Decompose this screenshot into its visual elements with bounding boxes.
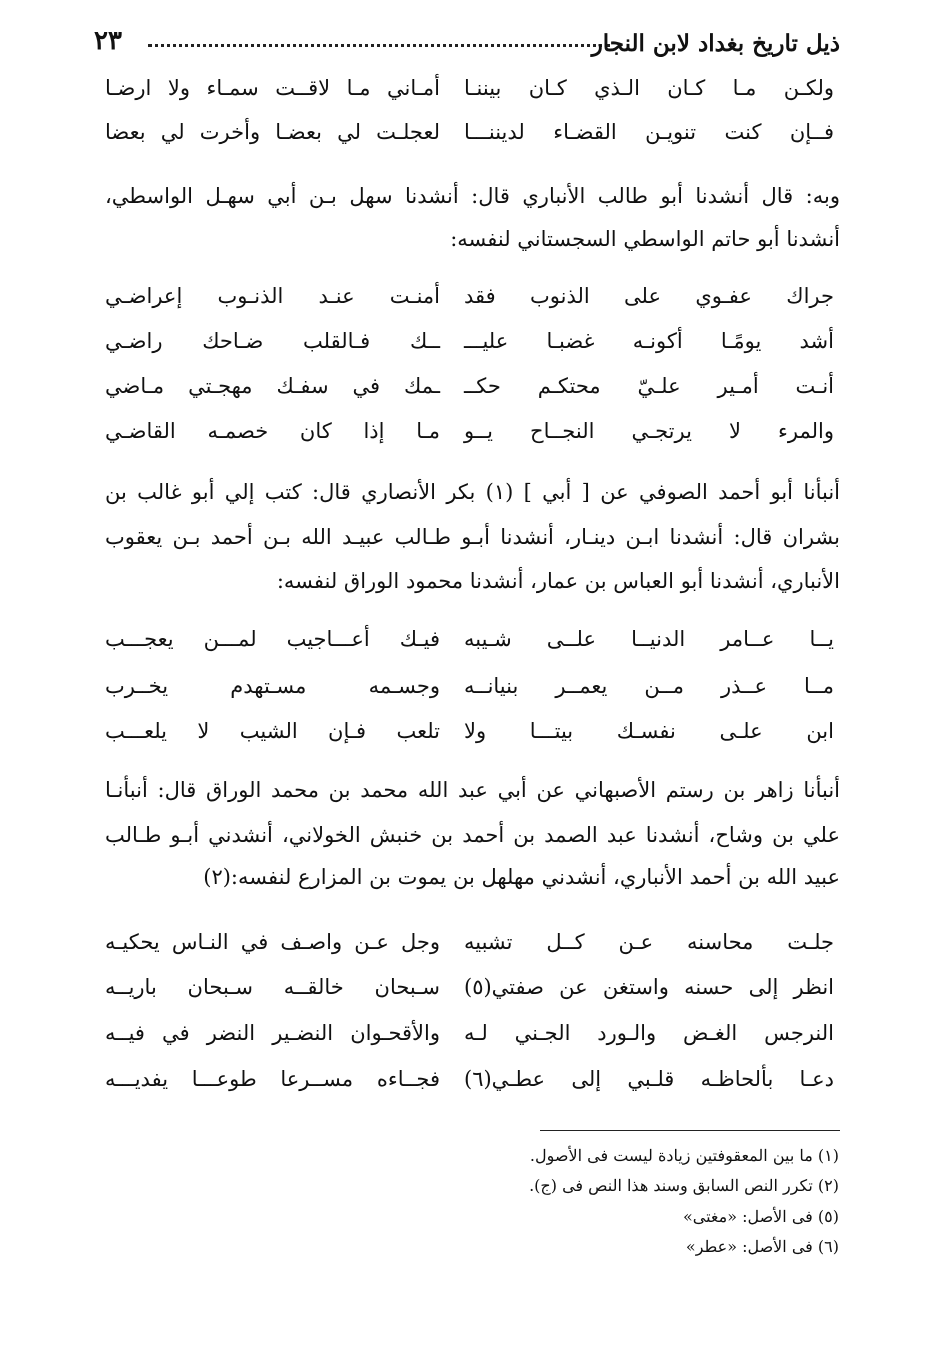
poem1-line1-first-hemistich: ولكـن مـا كـان الـذي كـان بيننـا <box>464 76 834 100</box>
poem2-line1-second-hemistich: أمنـت عنـد الذنـوب إعراضـي <box>105 284 440 308</box>
poem3-line2-first-hemistich: مــا عــذر مــن يعمــر بنيانــه <box>464 674 834 698</box>
poem4-line4-second-hemistich: فجــاءه مســرعا طوعـــا يفديـــه <box>105 1067 440 1091</box>
footnote-2: (٢) تكرر النص السابق وسند هذا النص فى (ج). <box>529 1176 839 1195</box>
poem2-line3-second-hemistich: ـمك في سفـك مهجـتي مـاضي <box>105 374 440 398</box>
poem4-line2-first-hemistich: انظر إلى حسنه واستغن عن صفتي(٥) <box>464 975 834 999</box>
poem3-line1-first-hemistich: يــا عــامر الدنيــا علــى شـيبه <box>464 627 834 651</box>
poem2-line3-first-hemistich: أنـت أمـير علـيّ محتكـم حكــ <box>464 374 834 398</box>
footnote-6: (٦) فى الأصل: «عطر» <box>685 1237 839 1256</box>
poem2-line2-second-hemistich: ــك فـالقلب ضـاحك راضـي <box>105 329 440 353</box>
para2-line3: الأنباري، أنشدنا أبو العباس بن عمار، أنشدنا محمود الوراق لنفسه: <box>276 569 840 593</box>
running-title: ذيل تاريخ بغداد لابن النجار <box>591 30 840 57</box>
para3-line1: أنبأنا زاهر بن رستم الأصبهاني عن أبي عبد الله محمد بن محمد الوراق قال: أنبأنـا <box>105 778 840 802</box>
running-header <box>88 26 840 70</box>
poem3-line3-second-hemistich: تلعب فـإن الشيب لا يلعـــب <box>105 719 440 743</box>
poem4-line1-first-hemistich: جلـت محاسنه عـن كــل تشبيه <box>464 930 834 954</box>
para3-line3: عبيد الله بن أحمد الأنباري، أنشدني مهلهل بن يموت بن المزارع لنفسه:(٢) <box>203 865 840 889</box>
poem2-line1-first-hemistich: جراك عفـوي على الذنوب فقد <box>464 284 834 308</box>
header-dot-leader <box>148 44 610 47</box>
poem3-line1-second-hemistich: فيـك أعـــاجيب لمـــن يعجـــب <box>105 627 440 651</box>
poem3-line2-second-hemistich: وجسـمه مسـتهدم يخــرب <box>105 674 440 698</box>
poem1-line2-first-hemistich: فــإن كنت تنويـن القضـاء لديننـــا <box>464 120 834 144</box>
para2-line2: بشران قال: أنشدنا ابـن دينـار، أنشدنا أبـو طـالب عبيـد الله بـن أحمد بـن يعقوب <box>105 525 840 549</box>
poem1-line2-second-hemistich: لعجلـت لي بعضـا وأخرت لي بعضا <box>105 120 440 144</box>
poem4-line4-first-hemistich: دعـا بألحاظـه قلـبي إلى عطـي(٦) <box>464 1067 834 1091</box>
footnote-5: (٥) فى الأصل: «مغتى» <box>682 1207 839 1226</box>
poem2-line2-first-hemistich: أشد يومًـا أكونـه غضبـا عليـــ <box>464 329 834 353</box>
page-number: ٢٣ <box>94 26 122 56</box>
para2-line1: أنبأنا أبو أحمد الصوفي عن [ أبي ] (١) بكر الأنصاري قال: كتب إلي أبو غالب بن <box>105 480 840 504</box>
poem2-line4-second-hemistich: مـا إذا كان خصمـه القاضـي <box>105 419 440 443</box>
para1-line1: وبه: قال أنشدنا أبو طالب الأنباري قال: أنشدنا سهل بـن أبي سهـل الواسطي، <box>105 184 840 208</box>
poem1-line1-second-hemistich: أمـاني مـا لاقــت سمـاء ولا ارضـا <box>105 76 440 100</box>
poem4-line1-second-hemistich: وجل عـن واصـف في النـاس يحكيـه <box>105 930 440 954</box>
poem3-line3-first-hemistich: ابن علـى نفسـك بيتـــا ولا <box>464 719 834 743</box>
para1-line2: أنشدنا أبو حاتم الواسطي السجستاني لنفسه: <box>450 227 840 251</box>
poem4-line3-first-hemistich: النرجس الغـض والـورد الجـني لـه <box>464 1021 834 1045</box>
footnote-1: (١) ما بين المعقوفتين زيادة ليست فى الأصول. <box>529 1146 839 1165</box>
footnote-separator <box>540 1130 840 1131</box>
poem4-line2-second-hemistich: سـبحان خالقــه سـبحان باريــه <box>105 975 440 999</box>
poem4-line3-second-hemistich: والأقحـوان النضـير النضر في فيــه <box>105 1021 440 1045</box>
poem2-line4-first-hemistich: والمرء لا يرتجـي النجــاح يــو <box>464 419 834 443</box>
para3-line2: علي بن وشاح، أنشدنا عبد الصمد بن أحمد بن خنبش الخولاني، أنشدني أبـو طـالب <box>105 823 840 847</box>
